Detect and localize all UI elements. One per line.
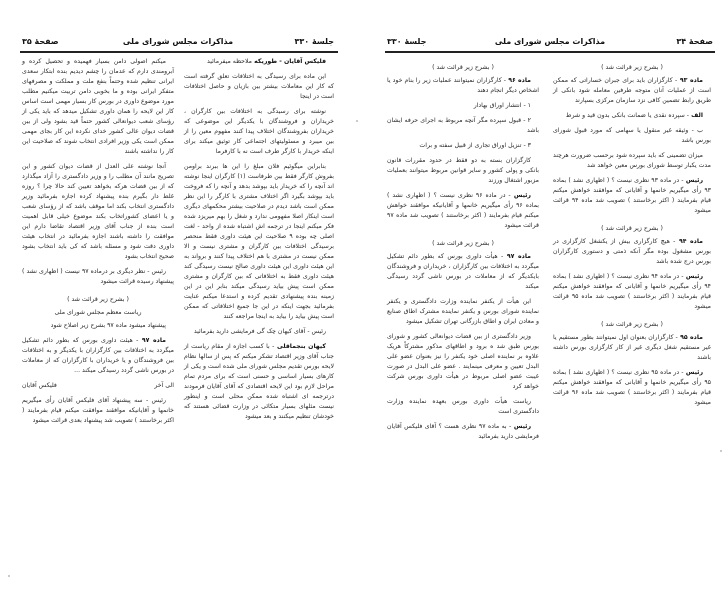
speaker-paragraph: ماده ۹۷ - هیئت داوری بورس که بطور دائم تشکیل میگردد به اختلافات بین کارگزاران با یکدیگر و به اختلافات بین فروشندگان و یا خریداران با کارگزاران که از معاملات در بورس ناشی گردد رسیدگی میکند ... — [22, 337, 174, 374]
read-notice: ( بشرح زیر قرائت شد ) — [601, 225, 663, 232]
body-paragraph: میزان تضمینی که باید سپرده شود برحسب ضرورت هرچند مدت یکبار توسط شورای بورس معین خواهد شد — [553, 152, 711, 169]
left-page-right-column — [184, 57, 334, 597]
body-paragraph: این ماده برای رسیدگی به اختلافات تعلق گرفته است که کار این معاملات بیشتر بین بازیان و حاصل اختلافات است در اینجا — [184, 73, 334, 100]
page-number: صفحهٔ ۳۵ — [22, 37, 59, 46]
body-paragraph: نوشته برای رسیدگی به اختلافات بین کارگران ، خریداران و فروشندگان با یکدیگر این موضوعی که خریداران بفروشندگان اختلاف پیدا کنند مفهوم معین را از بین میبرد و مسئولیتهای اجتماعی کار توثیق میکند برای اینکه خریدار با کارگر طرف است نه با کارفرما — [184, 108, 334, 155]
speaker-paragraph: ماده ۹۵ - کارگزاران بعنوان اول نمیتوانند بطور مستقیم یا غیر مستقیم شغل دیگری غیر از کار کارگزاری بورس داشته باشند — [553, 334, 711, 361]
speaker-paragraph: فلیکس آقایان - طوریکه ملاحظه میفرمائید — [207, 58, 326, 65]
speaker-name: ماده ۹۶ — [505, 77, 531, 84]
scan-artifact — [8, 575, 10, 577]
session-number: جلسهٔ ۳۳۰ — [294, 37, 334, 46]
speaker-name: ماده ۹۷ — [138, 337, 166, 344]
signature-name: فلیکس آقایان — [22, 382, 57, 389]
paragraph-gap — [553, 216, 711, 221]
running-title: مذاکرات مجلس شورای ملی — [494, 37, 606, 46]
body-paragraph: آنجا نوشته علی العدل از قضات دیوان کشور و این تصریح مانند آن مطلب را و وزیر دادگستری را آزاد میگذارد که از بین قضات هرکه بخواهد تعیین کند حالا چرا ؟ روزه غلط دار بگیرم بنده پیشنهاد کرده اجازه بفرمائید وزیر دادگستری انتخاب بکند اما موقف باشد که از رؤسای شعب و یا اعضای کشوراتخاب بکند موضوع خیلی قابل اهمیت است بنده از جناب آقای وزیر اقتصاد تقاضا دارم این موافقت را داشته باشند اجازه بفرمائید در انتخاب هیئت داوری دقت شود و مسئله باشد که کی باید انتخاب بشود صحیح انتخاب بشود — [22, 163, 174, 260]
speaker-name: فلیکس آقایان - طوریکه — [252, 58, 326, 65]
body-paragraph: ریاست هیأت داوری بورس بعهده نماینده وزارت دادگستری است — [387, 398, 539, 415]
speaker-name: رئیس — [511, 423, 532, 430]
body-paragraph: بنابراین میگوئیم فلان مبلغ را این ها ببرند براومن بفروش کارگر فقط بین طرفاست (۱) کارگران اینجا نوشته اند آنچه را که خریدار باید بپوشد بدهد و آنچه را که فروخت باید بپوشد بگیرد اگر اختلاف مشتری با کارگر را این نظر ممکن است باشد دیدم در صلاحیت بیشتر محکمهای دیگری است اینکار اصلا مفهومی ندارد و شغل را بهم میریزد شده فکر میکنم اینجا در ترجمه اش اشتباه شده از واحد - لغت اصلی چه بوده ۹ صلاحیت این هیئت داوری فقط منحصر برسیدگی اختلافات بین کارگران و مشتری نیست و الا ممکن نیست در مشتری با هم اختلاف پیدا کنند و برواند به این هیئت داوری این هیئت داوری صالح نیست رسیدگی کند هیئت داوری فقط به اختلافاتی که بین کارگران و مشتری ممکن است پیش بیاید رسیدگی میکند بنابر این در این زمینه بنده پیشنهادی تقدیم کرده و استدعا میکنم عنایت بفرمائید بجهت اینکه در این جا جمیع اختلافاتی که ممکن است پیش بیاید را بیاید به اینجا مراجعه کنند — [184, 163, 335, 320]
body-paragraph: کارگزاران بسته به دو فقط در حدود مقررات قانون بانکی و پولی کشور و سایر قوانین مربوط میتوانند بعملیات مزبور اشتغال ورزند — [387, 157, 539, 184]
scan-artifact — [720, 450, 722, 452]
right-page — [363, 0, 726, 600]
paragraph-gap — [553, 312, 711, 317]
body-paragraph: ۲ - قبول سپرده مگر آنچه مربوط به اجرای حرفه ایشان باشد — [387, 117, 539, 134]
body-paragraph: ۱ - انتشار اوراق بهادار — [473, 102, 531, 109]
header-rule — [385, 51, 715, 53]
speaker-name: الف — [689, 112, 703, 119]
speaker-paragraph: ماده ۹۴ - هیچ کارگزاری بیش از یکشغل کارگزاری در بورس مشغول بوده مگر آنکه ذمتی و دستوری کارگزاران بورس درج شده باشد — [553, 238, 711, 265]
left-page-header — [22, 37, 334, 51]
speaker-name: رئیس — [683, 177, 704, 184]
speaker-name: ماده ۹۷ — [503, 253, 531, 260]
speaker-paragraph: ماده ۹۷ - هیأت داوری بورس که بطور دائم تشکیل میگردد به اختلافات بین کارگزاران ، خریداران و فروشندگان بایکدیگر که از معاملات در بورس ناشی گردد رسیدگی میکند — [387, 253, 539, 290]
speaker-paragraph: رئیس - در ماده ۹۴ نظری نیست ؟ ( اظهاری نشد ) بماده ۹۴ رأی میگیریم خانمها و آقایانی که موافقند خواهش میکنم قیام بفرمایند ( اکثر برخاستند ) تصویب شد ماده ۹۵ قرائت میشود — [553, 273, 712, 310]
signature-ending: الی آخر — [154, 382, 174, 389]
read-notice: ریاست معظم مجلس شورای ملی — [54, 309, 142, 316]
page-number: صفحهٔ ۳۴ — [676, 37, 713, 46]
read-notice: ( بشرح زیر قرائت شد ) — [432, 64, 494, 71]
speaker-paragraph: رئیس - در ماده ۹۶ نظری نیست ؟ ( اظهاری نشد ) بماده ۹۶ رأی میگیریم خانمها و آقایانیکه موافقند خواهش میکنم قیام بفرمایند ( اکثر برخاستند ) تصویب شد ماده ۹۷ قرائت میشود — [387, 192, 539, 229]
speaker-name: رئیس — [683, 369, 704, 376]
scan-artifact — [356, 120, 358, 122]
speaker-paragraph: ماده ۹۶ - کارگزاران نمیتوانند عملیات زیر را بنام خود یا اشخاص دیگر انجام دهند — [387, 77, 539, 94]
read-notice: ( بشرح زیر قرائت شد ) — [601, 321, 663, 328]
session-number: جلسهٔ ۳۳۰ — [387, 37, 427, 46]
right-page-header — [387, 37, 713, 51]
read-notice: ( بشرح زیر قرائت شد ) — [67, 296, 129, 303]
body-paragraph: ۳ - تنزیل اوراق تجاری از قبیل سفته و برات — [419, 142, 531, 149]
body-paragraph: رئیس - سه پیشنهاد آقای فلیکس آقایان رأی میگیریم خانمها و آقایانیکه موافقند موافقت میکنم قیام بفرمایند ( اکثر برخاستند ) تصویب شد پیشنهاد بعدی قرائت میشود — [22, 397, 174, 424]
body-paragraph: رئیس - آقای کیهان چک گی فرمایشی دارید بفرمائید — [193, 328, 326, 335]
body-paragraph: این هیأت از یکنفر نماینده وزارت دادگستری و یکنفر نماینده شورای بورس و یکنفر نماینده مشترک اطاق صنایع و معادن ایران و اطاق بازرگانی تهران تشکیل میشود — [387, 298, 539, 325]
read-notice: ( بشرح زیر قرائت شد ) — [432, 240, 494, 247]
body-paragraph: میکنم اصولی دامن بسیار فهمیده و تحصیل کرده و آبرومندی دارم که عدمان را چشم دیدیم بنده ابتکار سعدی ایرانی تنظیم شده وحتماً بنفع ملت و مملکت و مصرفهای متفکر ایرانی بوده و ما بخوبی دامن تربیت میکنیم مطلب مورد موضوع داوری در بورس کار بسیار مهمی است اساس کار این لایحه را همان داوری تشکیل میدهد که باید یکی از رؤسای شعب دیوانعالی کشور حتماً قید بشود ولی از بین قضات دیوان عالی کشور خدای نکرده این کار بجای مهمی ممکن است یکی وزیر افرادی انتخاب شوند که صلاحیت این کار را نداشته باشند — [22, 58, 174, 155]
speaker-name: رئیس — [510, 192, 531, 199]
header-rule — [20, 51, 338, 53]
speaker-name: رئیس — [683, 273, 704, 280]
right-page-left-column — [387, 60, 539, 595]
speaker-paragraph: کیهان بنجماقلی - با کسب اجازه از مقام ریاست از جناب آقای وزیر اقتصاد تشکر میکنم که پس از سالها نظام لایحه بورس تقدیم مجلس شورای ملی شده است و یکی از کارهای بسیار اساسی و حسنی است که برای مردم تمام مراحل لازم بود این لایحه اقتصادی که آقای آقایان فرمودند درترجمه ای اشتباه شده ممکن محلی است و اینطور نیست مثلهای بسیار متکائی در وزارت قضائی هستند که خودشان تنظیم میکنند و بعد میشود — [184, 343, 334, 420]
right-page-right-column — [553, 60, 711, 595]
speaker-name: ماده ۹۴ — [675, 238, 704, 245]
signature-line — [22, 381, 174, 391]
speaker-paragraph: رئیس - در ماده ۹۳ نظری نیست ؟ ( اظهاری نشد ) بماده ۹۳ رأی میگیریم خانمها و آقایانی که موافقند خواهش میکنم قیام بفرمایند ( اکثر برخاستند ) تصویب شد ماده ۹۴ قرائت میشود — [553, 177, 712, 214]
read-notice: ( بشرح زیر قرائت شد ) — [601, 64, 663, 71]
body-paragraph: ب - وثیقه غیر منقول یا سهامی که مورد قبول شورای بورس باشد — [553, 127, 711, 144]
paragraph-gap — [22, 287, 174, 292]
body-paragraph: وزیر دادگستری از بین قضات دیوانعالی کشور و شورای بورس طبق شد ه برود و اطاقهای مذکور مشترکاً هریک علاوه بر نماینده اصلی خود یکنفر را نیز بعنوان عضو علی البدل تعیین و معرفی مینمایند . عضو علی البدل در صورت غیبت عضو اصلی مربوط در هیأت داوری بورس شرکت خواهد کرد — [387, 333, 539, 390]
body-paragraph: رئیس - نظر دیگری بر درماده ۹۷ نیست ( اظهاری نشد ) پیشنهاد رسیده قرائت میشود — [22, 268, 174, 285]
speaker-paragraph: رئیس - به ماده ۹۷ نظری هست ؟ آقای فلیکس آقایان فرمایشی دارید بفرمائید — [387, 423, 539, 440]
paragraph-gap — [387, 231, 539, 236]
left-page-left-column — [22, 57, 174, 597]
speaker-paragraph: رئیس - در ماده ۹۵ نظری نیست ؟ ( اظهاری نشد ) بماده ۹۵ رأی میگیریم خانمها و آقایانی که موافقند خواهش میکنم قیام بفرمایند ( اکثر برخاستند ) تصویب شد ماده ۹۶ قرائت میشود — [553, 369, 712, 406]
speaker-paragraph: ماده ۹۳ - کارگزاران باید برای جبران خساراتی که ممکن است از عملیات آنان متوجه طرفین معامله شود بانکی از طریق رابط تضمین کافی نزد سازمان مرکزی بسپارند — [553, 77, 711, 104]
speaker-name: ماده ۹۵ — [677, 334, 703, 341]
speaker-name: ماده ۹۳ — [677, 77, 703, 84]
body-paragraph: پیشنهاد میشود ماده ۹۷ بشرح زیر اصلاح شود — [50, 322, 166, 329]
speaker-name: کیهان بنجماقلی — [274, 343, 326, 350]
running-title: مذاکرات مجلس شورای ملی — [122, 37, 234, 46]
speaker-paragraph: الف - سپرده نقدی یا ضمانت بانکی بدون قید و شرط — [565, 112, 703, 119]
